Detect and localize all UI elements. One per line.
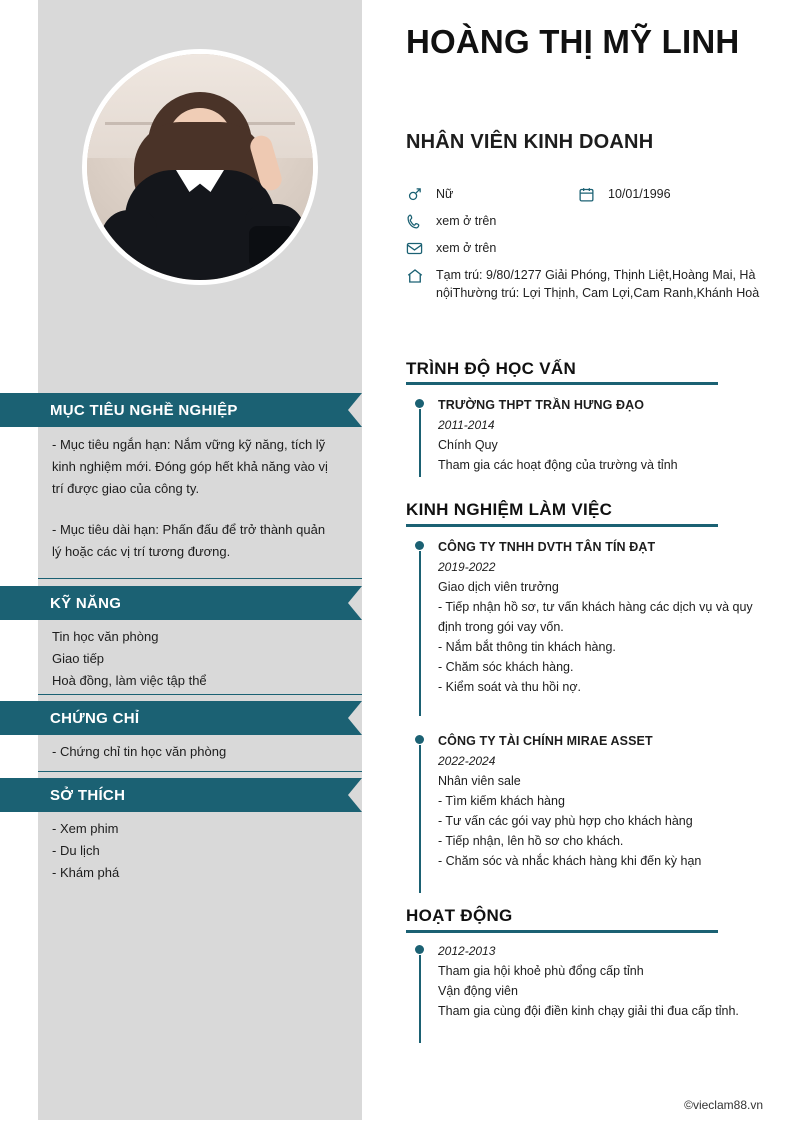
- list-item: Tin học văn phòng: [52, 629, 159, 644]
- contact-block: [406, 185, 778, 311]
- skills-list: [52, 626, 332, 692]
- section-header-certificates: [0, 701, 348, 735]
- phone-value: xem ở trên: [436, 214, 497, 228]
- education-entry: [406, 395, 778, 475]
- entry-line: Giao dịch viên trưởng: [438, 580, 559, 594]
- divider: [38, 578, 362, 579]
- entry-line: Tham gia hội khoẻ phù đổng cấp tỉnh: [438, 964, 644, 978]
- timeline-line: [419, 745, 421, 893]
- entry-line: - Tiếp nhận, lên hồ sơ cho khách.: [438, 834, 624, 848]
- email-value: xem ở trên: [436, 241, 497, 255]
- entry-line: - Tìm kiếm khách hàng: [438, 794, 565, 808]
- section-title-hobbies: SỞ THÍCH: [50, 786, 126, 804]
- profile-photo: [82, 49, 318, 285]
- entry-org: CÔNG TY TÀI CHÍNH MIRAE ASSET: [438, 734, 653, 748]
- notch-shape: [348, 778, 362, 812]
- address-value: Tạm trú: 9/80/1277 Giải Phóng, Thịnh Liệt,Hoàng Mai, Hà nộiThường trú: Lợi Thịnh, Cam Lợi,Cam Ranh,Khánh Hoà: [436, 268, 760, 300]
- contact-row-phone: [406, 212, 778, 230]
- home-icon: [406, 266, 436, 285]
- activity-entry: [406, 941, 778, 1021]
- page-title: HOÀNG THỊ MỸ LINH: [406, 23, 740, 60]
- objective-text-2: - Mục tiêu dài hạn: Phấn đấu để trở thành quản lý hoặc các vị trí tương đương.: [52, 522, 326, 559]
- timeline-line: [419, 551, 421, 716]
- entry-line: - Chăm sóc khách hàng.: [438, 660, 574, 674]
- divider: [406, 382, 718, 385]
- entry-line: Vận động viên: [438, 984, 518, 998]
- gender-value: Nữ: [436, 187, 454, 201]
- entry-years: 2022-2024: [438, 754, 496, 768]
- bullet-icon: [415, 541, 424, 550]
- mail-icon: [406, 239, 436, 257]
- entry-line: - Tư vấn các gói vay phù hợp cho khách hàng: [438, 814, 693, 828]
- list-item: - Khám phá: [52, 865, 120, 880]
- hobbies-list: [52, 818, 332, 884]
- entry-line: - Nắm bắt thông tin khách hàng.: [438, 640, 616, 654]
- entry-line: - Chăm sóc và nhắc khách hàng khi đến kỳ hạn: [438, 854, 702, 868]
- bullet-icon: [415, 399, 424, 408]
- section-title-certificates: CHỨNG CHỈ: [50, 709, 140, 727]
- bullet-icon: [415, 735, 424, 744]
- bullet-icon: [415, 945, 424, 954]
- notch-shape: [348, 701, 362, 735]
- section-title-education: TRÌNH ĐỘ HỌC VẤN: [406, 359, 577, 378]
- phone-icon: [406, 212, 436, 230]
- divider: [406, 524, 718, 527]
- contact-row-address: [406, 266, 778, 302]
- section-header-hobbies: [0, 778, 348, 812]
- avatar: [38, 38, 362, 296]
- divider: [38, 771, 362, 772]
- experience-entry: [406, 731, 778, 871]
- timeline-line: [419, 409, 421, 477]
- entry-line: Nhân viên sale: [438, 774, 521, 788]
- entry-years: 2019-2022: [438, 560, 496, 574]
- entry-org: TRƯỜNG THPT TRẦN HƯNG ĐẠO: [438, 398, 645, 412]
- entry-line: - Kiểm soát và thu hồi nợ.: [438, 680, 581, 694]
- section-title-objective: MỤC TIÊU NGHỀ NGHIỆP: [50, 401, 238, 419]
- divider: [406, 930, 718, 933]
- entry-line: Tham gia các hoạt động của trường và tỉnh: [438, 458, 678, 472]
- list-item: - Du lịch: [52, 843, 100, 858]
- list-item: - Xem phim: [52, 821, 119, 836]
- section-title-activities: HOẠT ĐỘNG: [406, 906, 513, 925]
- notch-shape: [348, 586, 362, 620]
- section-header-objective: [0, 393, 348, 427]
- notch-shape: [348, 393, 362, 427]
- entry-line: Chính Quy: [438, 438, 498, 452]
- divider: [38, 694, 362, 695]
- section-title-experience: KINH NGHIỆM LÀM VIỆC: [406, 500, 613, 519]
- entry-years: 2011-2014: [438, 418, 495, 432]
- list-item: - Chứng chỉ tin học văn phòng: [52, 744, 227, 759]
- section-title-skills: KỸ NĂNG: [50, 594, 122, 612]
- birthday-value: 10/01/1996: [608, 187, 671, 201]
- certificates-list: [52, 741, 332, 763]
- entry-line: - Tiếp nhận hồ sơ, tư vấn khách hàng các dịch vụ và quy định trong gói vay vốn.: [438, 600, 753, 634]
- list-item: Hoà đồng, làm việc tập thể: [52, 673, 207, 688]
- copyright-text: ©vieclam88.vn: [684, 1098, 763, 1112]
- calendar-icon: [578, 185, 608, 203]
- entry-line: Tham gia cùng đội điền kinh chạy giải thi đua cấp tỉnh.: [438, 1004, 739, 1018]
- contact-row-gender-birthday: [406, 185, 778, 203]
- gender-icon: [406, 185, 436, 203]
- job-title: NHÂN VIÊN KINH DOANH: [406, 131, 654, 153]
- objective-text-1: - Mục tiêu ngắn hạn: Nắm vững kỹ năng, tích lỹ kinh nghiệm mới. Đóng góp hết khả năng vào vị trí được giao của công ty.: [52, 437, 328, 496]
- entry-org: CÔNG TY TNHH DVTH TÂN TÍN ĐẠT: [438, 540, 656, 554]
- timeline-line: [419, 955, 421, 1043]
- list-item: Giao tiếp: [52, 651, 105, 666]
- section-header-skills: [0, 586, 348, 620]
- entry-years: 2012-2013: [438, 944, 496, 958]
- contact-row-email: [406, 239, 778, 257]
- experience-entry: [406, 537, 778, 697]
